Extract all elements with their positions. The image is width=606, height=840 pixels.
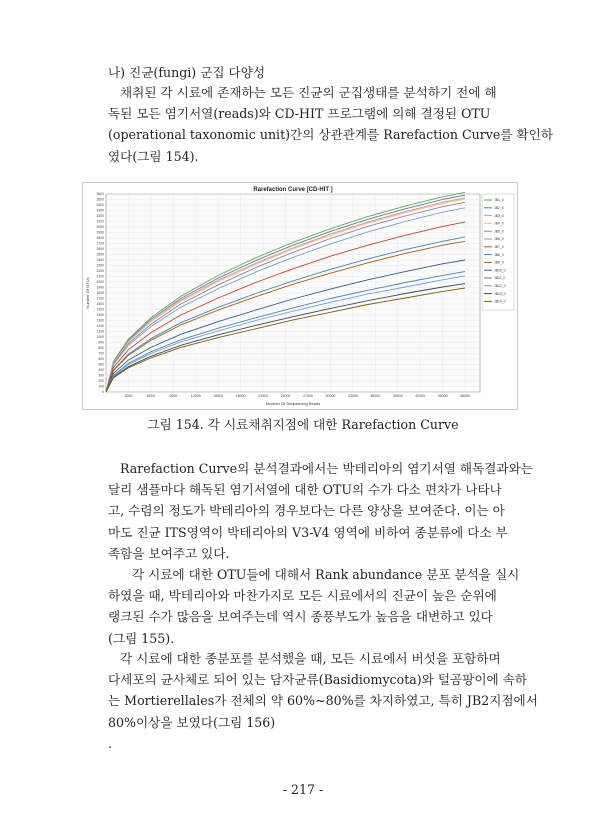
y-tick-label: 3300: [96, 208, 104, 213]
y-tick-label: 700: [98, 351, 104, 356]
y-tick-label: 2000: [96, 280, 104, 285]
y-tick-label: 1300: [96, 318, 104, 323]
legend-label: JB8_0: [494, 252, 504, 257]
legend-label: JB13_0: [494, 291, 506, 296]
y-tick-label: 200: [98, 379, 104, 384]
legend-label: JB3_0: [494, 213, 504, 218]
x-tick-label: 42000: [415, 394, 426, 398]
page-number: - 217 -: [282, 782, 324, 797]
x-tick-label: 18000: [235, 394, 246, 398]
legend-label: JB2_0: [494, 206, 504, 210]
y-tick-label: 1600: [96, 302, 104, 307]
figure-caption: 그림 154. 각 시료채취지점에 대한 Rarefaction Curve: [147, 417, 459, 432]
y-tick-label: 2800: [96, 236, 104, 241]
x-tick-label: 27000: [302, 394, 313, 398]
y-tick-label: 800: [98, 346, 104, 351]
y-tick-label: 0: [102, 390, 104, 395]
legend-label: JB4_0: [494, 221, 504, 226]
y-tick-label: 3000: [96, 225, 104, 230]
y-tick-label: 1700: [96, 296, 104, 301]
legend-label: JB11_0: [494, 276, 506, 281]
y-tick-label: 1800: [96, 291, 104, 296]
y-tick-label: 2400: [96, 258, 104, 263]
y-tick-label: 3400: [96, 203, 104, 208]
x-tick-label: 24000: [280, 394, 291, 398]
legend-label: JB7_0: [494, 245, 504, 249]
y-tick-label: 2500: [96, 252, 104, 257]
section-heading: 나) 진균(fungi) 군집 다양성: [108, 65, 266, 80]
x-tick-label: 30000: [325, 394, 336, 398]
legend-label: JB1_0: [494, 198, 504, 203]
intro-line: 채취된 각 시료에 존재하는 모든 진균의 군집생태를 분석하기 전에 해: [120, 85, 497, 100]
y-tick-label: 2100: [96, 274, 104, 279]
paragraph-3: [108, 648, 538, 754]
y-tick-label: 3500: [96, 197, 104, 202]
paragraph-line: 달리 샘플마다 해독된 염기서열에 대한 OTU의 수가 다소 편차가 나타나: [108, 482, 502, 498]
paragraph-line: 다세포의 균사체로 되어 있는 담자균류(Basidiomycota)와 털곰팡이에 속하: [108, 672, 528, 688]
y-tick-label: 3100: [96, 219, 104, 224]
rarefaction-chart: [82, 182, 518, 410]
paragraph-line: 80%이상을 보였다(그림 156): [108, 714, 276, 730]
intro-line: 였다(그림 154).: [108, 148, 199, 164]
y-tick-label: 500: [98, 362, 104, 367]
y-tick-label: 1100: [96, 329, 104, 334]
x-tick-label: 21000: [258, 394, 269, 398]
paragraph-line: 족함을 보여주고 있다.: [108, 545, 230, 561]
x-tick-label: 36000: [370, 394, 381, 398]
intro-paragraph: [108, 82, 553, 167]
paragraph-1: [108, 458, 533, 564]
legend-label: JB14_0: [494, 299, 506, 304]
paragraph-line: (그림 155).: [108, 630, 175, 646]
intro-line: 독된 모든 염기서열(reads)와 CD-HIT 프로그램에 의해 결정된 OTU: [108, 106, 491, 122]
paragraph-2: [108, 564, 526, 649]
y-tick-label: 1200: [96, 324, 104, 329]
y-tick-label: 1400: [96, 313, 104, 318]
x-tick-label: 6000: [146, 394, 155, 398]
y-tick-label: 100: [98, 384, 104, 389]
y-tick-label: 2900: [96, 230, 104, 235]
y-tick-label: 1000: [96, 335, 104, 340]
x-tick-label: 12000: [190, 394, 201, 398]
paragraph-line: 고, 수렴의 정도가 박테리아의 경우보다는 다른 양상을 보여준다. 이는 아: [108, 503, 505, 519]
y-tick-label: 3600: [96, 192, 104, 197]
y-tick-label: 1900: [96, 285, 104, 290]
x-tick-label: 15000: [213, 394, 224, 398]
paragraph-line: 하였을 때, 박테리아와 마찬가지로 모든 시료에서의 진균이 높은 순위에: [108, 588, 497, 604]
legend-label: JB5_0: [494, 229, 504, 234]
y-tick-label: 300: [98, 373, 104, 378]
legend-label: JB9_0: [494, 260, 504, 265]
paragraph-line: 는 Mortierellales가 전체의 약 60%~80%를 차지하였고, 특히 JB2지점에서: [108, 693, 538, 709]
paragraph-line: 랭크된 수가 많음을 보여주는데 역시 종풍부도가 높음을 대변하고 있다: [108, 609, 493, 625]
y-axis-label: Number Of OTUs: [85, 277, 90, 309]
x-tick-label: 48000: [460, 394, 471, 398]
x-tick-label: 45000: [437, 394, 448, 398]
y-tick-label: 900: [98, 340, 104, 345]
paragraph-line: 마도 진균 ITS영역이 박테리아의 V3-V4 영역에 비하여 종분류에 다소 부: [108, 524, 508, 540]
x-tick-label: 33000: [347, 394, 358, 398]
y-tick-label: 2300: [96, 263, 104, 268]
x-tick-label: 39000: [392, 394, 403, 398]
chart-title: Rarefaction Curve [CD-HIT ]: [253, 187, 333, 193]
x-tick-label: 3000: [124, 394, 133, 398]
y-tick-label: 2200: [96, 269, 104, 274]
y-tick-label: 400: [98, 368, 104, 373]
y-tick-label: 3200: [96, 214, 104, 219]
paragraph-line: Rarefaction Curve의 분석결과에서는 박테리아의 염기서열 해독결과와는: [120, 461, 533, 476]
x-tick-label: 9000: [169, 394, 178, 398]
trailing-dot: .: [108, 735, 113, 751]
y-tick-label: 600: [98, 357, 104, 362]
legend-label: JB10_0: [494, 268, 506, 273]
intro-line: (operational taxonomic unit)간의 상관관계를 Rarefaction Curve를 확인하: [108, 127, 553, 143]
x-axis-label: Number Of Sequencing Reads: [265, 401, 321, 406]
legend-label: JB12_0: [494, 284, 506, 288]
paragraph-line: 각 시료에 대한 종분포를 분석했을 때, 모든 시료에서 버섯을 포함하며: [120, 651, 501, 666]
y-tick-label: 2700: [96, 241, 104, 246]
paragraph-line: 각 시료에 대한 OTU들에 대해서 Rank abundance 분포 분석을 실시: [132, 567, 520, 582]
y-tick-label: 1500: [96, 307, 104, 312]
legend-label: JB6_0: [494, 237, 504, 242]
y-tick-label: 2600: [96, 247, 104, 252]
